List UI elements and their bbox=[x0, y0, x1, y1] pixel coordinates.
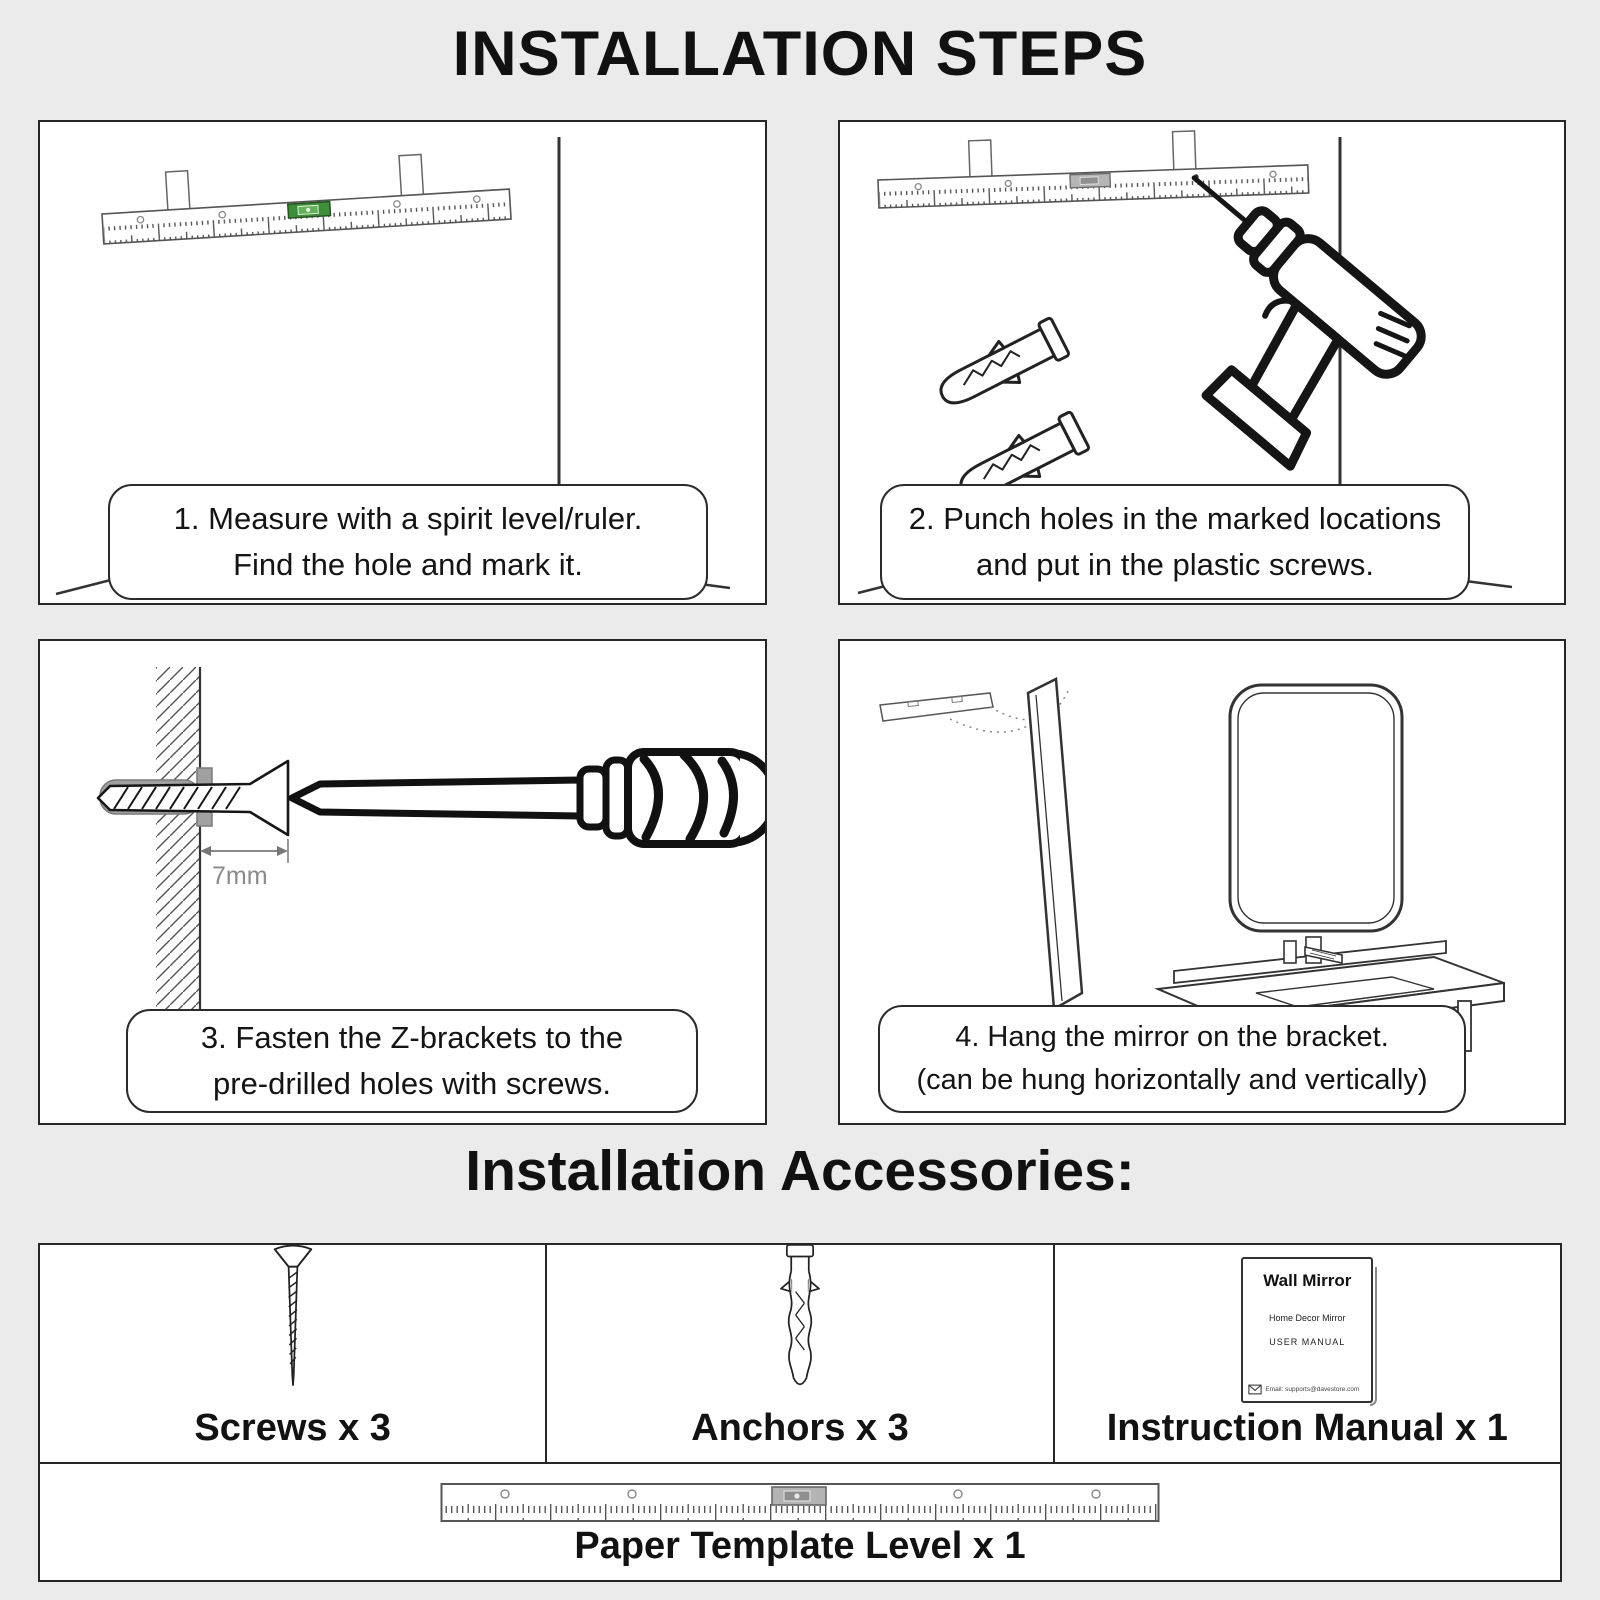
accessories-row bbox=[40, 1245, 1560, 1464]
screwdriver-icon bbox=[292, 752, 765, 844]
manual-user-manual-line: USER MANUAL bbox=[1269, 1337, 1346, 1347]
dimension-7mm bbox=[200, 839, 288, 890]
marking-tab bbox=[399, 154, 424, 197]
bubble-level-icon bbox=[772, 1487, 826, 1505]
manual-email-row bbox=[1248, 1384, 1368, 1395]
step2-caption-line1: 2. Punch holes in the marked locations bbox=[908, 500, 1442, 536]
mirror-side-view bbox=[1028, 679, 1082, 1009]
power-drill-icon bbox=[1092, 154, 1429, 480]
screw-icon bbox=[258, 1239, 328, 1407]
accessories-table bbox=[38, 1243, 1562, 1582]
plastic-anchor-icon bbox=[932, 316, 1070, 417]
accessory-label-anchors: Anchors x 3 bbox=[691, 1407, 909, 1449]
faucet-icon bbox=[1284, 937, 1342, 963]
step2-caption-line2: and put in the plastic screws. bbox=[975, 547, 1375, 582]
dimension-label: 7mm bbox=[212, 862, 268, 890]
paper-template-level bbox=[877, 127, 1309, 208]
accessory-label-screws: Screws x 3 bbox=[194, 1407, 391, 1449]
step1-caption-line1: 1. Measure with a spirit level/ruler. bbox=[173, 500, 643, 536]
marking-tab bbox=[1172, 131, 1195, 172]
step1-caption-line2: Find the hole and mark it. bbox=[233, 547, 583, 582]
wall-anchor-icon bbox=[769, 1239, 831, 1407]
accessory-cell-anchors bbox=[545, 1245, 1052, 1462]
manual-title: Wall Mirror bbox=[1263, 1271, 1352, 1290]
mirror-front-view bbox=[1230, 685, 1402, 931]
page-title: INSTALLATION STEPS bbox=[452, 19, 1148, 89]
step3-caption bbox=[126, 1009, 698, 1113]
envelope-icon bbox=[1248, 1384, 1262, 1395]
accessory-label-manual: Instruction Manual x 1 bbox=[1106, 1407, 1508, 1449]
step4-caption bbox=[878, 1005, 1466, 1113]
marking-tab bbox=[969, 140, 992, 179]
step1-caption bbox=[108, 484, 708, 600]
bubble-level-icon bbox=[288, 202, 331, 219]
step2-panel bbox=[838, 120, 1566, 605]
step3-caption-line2: pre-drilled holes with screws. bbox=[213, 1066, 611, 1101]
marking-tab bbox=[166, 171, 190, 212]
step4-panel bbox=[838, 639, 1566, 1125]
step1-panel bbox=[38, 120, 767, 605]
step3-panel bbox=[38, 639, 767, 1125]
step4-caption-line2: (can be hung horizontally and vertically) bbox=[916, 1064, 1428, 1096]
accessory-cell-manual bbox=[1053, 1245, 1560, 1462]
step4-caption-line1: 4. Hang the mirror on the bracket. bbox=[955, 1020, 1389, 1053]
step2-caption bbox=[880, 484, 1470, 600]
manual-subtitle: Home Decor Mirror bbox=[1269, 1313, 1346, 1323]
paper-template-label: Paper Template Level x 1 bbox=[574, 1524, 1026, 1567]
manual-email-text: Email: supports@davestore.com bbox=[1265, 1386, 1360, 1393]
accessory-cell-screws bbox=[40, 1245, 545, 1462]
paper-template-level bbox=[100, 149, 512, 244]
manual-booklet-icon bbox=[1241, 1257, 1373, 1403]
step3-caption-line1: 3. Fasten the Z-brackets to the bbox=[200, 1019, 624, 1055]
bubble-level-icon bbox=[1070, 173, 1110, 187]
paper-template-level-icon bbox=[440, 1481, 1160, 1525]
accessories-heading: Installation Accessories: bbox=[465, 1139, 1135, 1203]
paper-template-row bbox=[40, 1464, 1560, 1580]
